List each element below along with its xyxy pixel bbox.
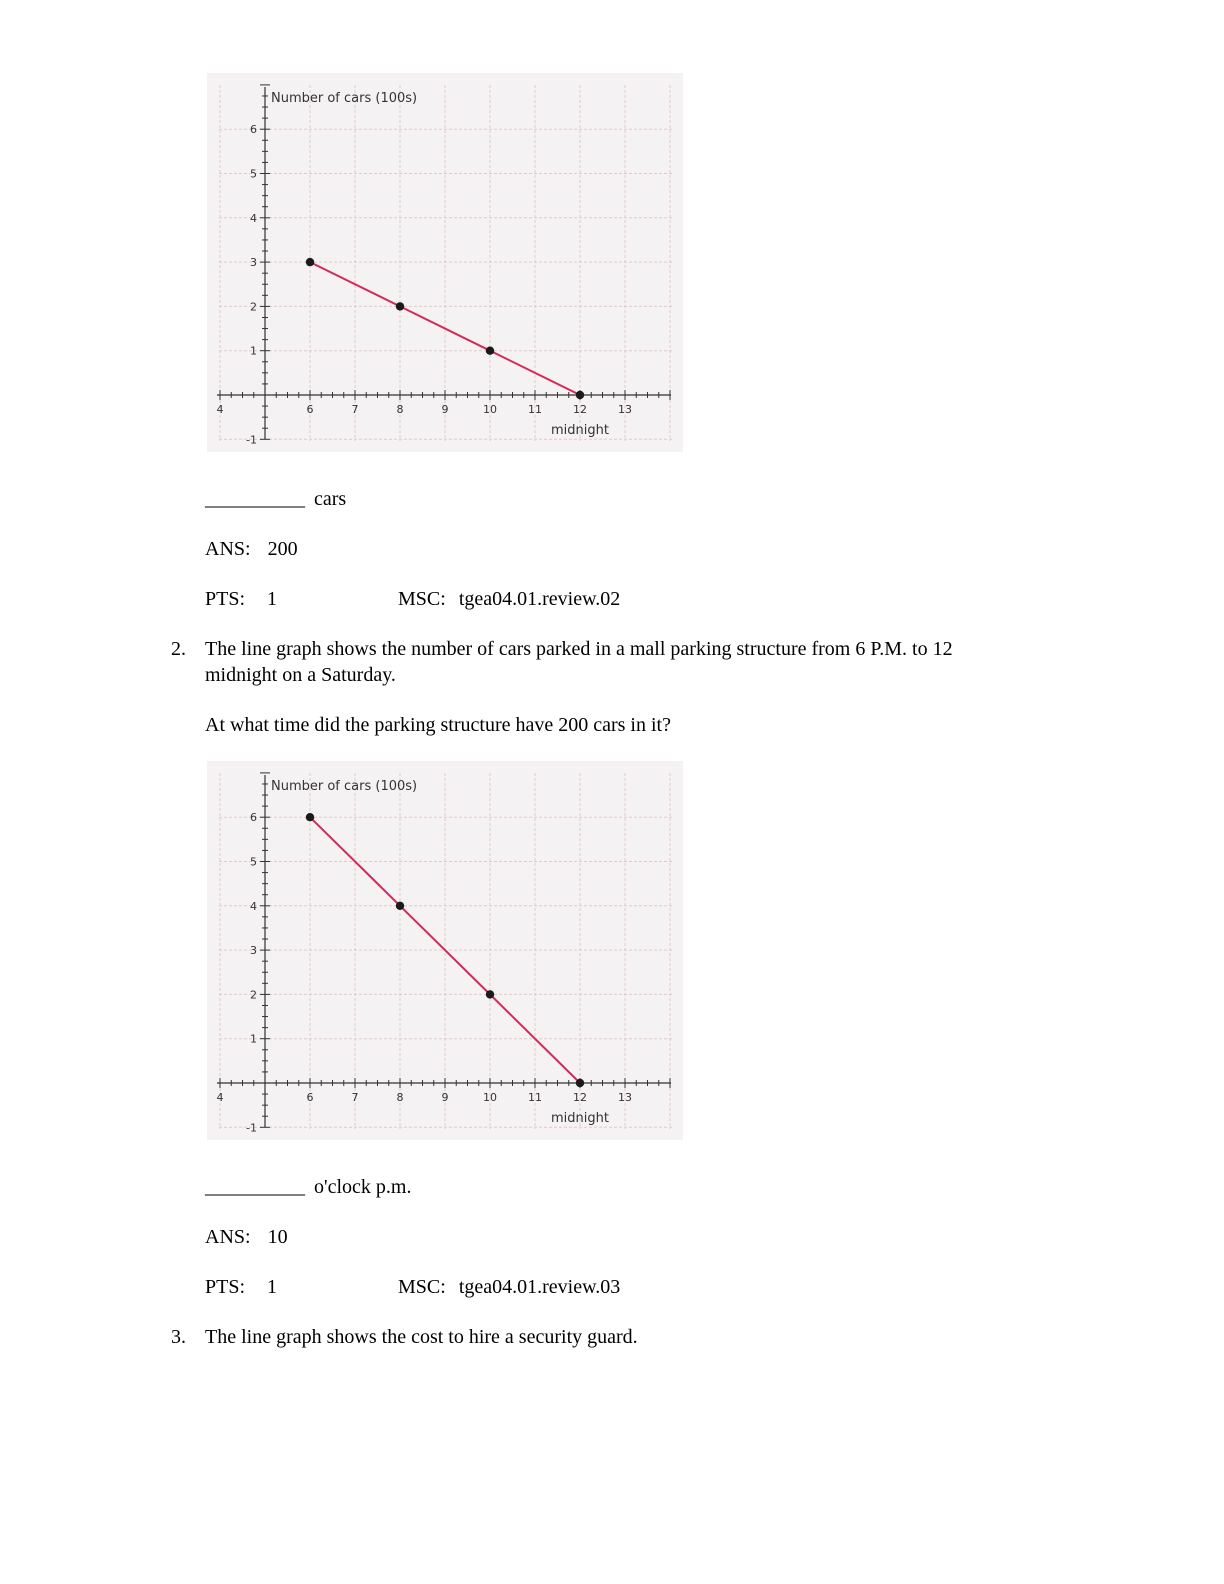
- q2-answer-blank[interactable]: [205, 1174, 411, 1200]
- q2-text-line-2: midnight on a Saturday.: [205, 664, 396, 686]
- x-tick-label: 8: [396, 1091, 404, 1104]
- x-tick-label: 4: [216, 1091, 224, 1104]
- q3-number: 3.: [171, 1326, 186, 1348]
- q2-answer: [205, 1224, 288, 1250]
- chart-2: [207, 761, 683, 1140]
- q2-ans-label: ANS:: [205, 1226, 251, 1248]
- data-point: [576, 391, 584, 399]
- x-tick-label: 9: [441, 1091, 449, 1104]
- q2-msc-value: tgea04.01.review.03: [458, 1276, 621, 1298]
- y-tick-label: 2: [250, 988, 257, 1002]
- q1-points: [205, 586, 277, 612]
- q2-number: 2.: [171, 638, 186, 660]
- data-point: [306, 813, 314, 821]
- q2-unit: o'clock p.m.: [314, 1176, 412, 1198]
- x-tick-label: 6: [306, 403, 314, 416]
- y-tick-label: 1: [250, 344, 257, 358]
- y-tick-label: 1: [250, 1032, 257, 1046]
- y-tick-label: 6: [250, 811, 257, 825]
- x-tick-label: 11: [528, 403, 542, 416]
- data-point: [486, 347, 494, 355]
- x-axis-title: midnight: [551, 1111, 609, 1126]
- q2-points: [205, 1274, 277, 1300]
- chart-1-svg: [207, 73, 683, 452]
- q1-ans-label: ANS:: [205, 538, 251, 560]
- q1-msc-value: tgea04.01.review.02: [458, 588, 621, 610]
- y-axis-title: Number of cars (100s): [271, 779, 418, 794]
- chart-2-svg: [207, 761, 683, 1140]
- x-tick-label: 13: [618, 403, 632, 416]
- y-tick-label: 3: [250, 256, 257, 270]
- q2-msc: [398, 1274, 620, 1300]
- q1-answer-blank[interactable]: [205, 486, 346, 512]
- x-tick-label: 4: [216, 403, 224, 416]
- x-tick-label: 6: [306, 1091, 314, 1104]
- y-tick-label: 5: [250, 855, 257, 869]
- y-tick-label: 4: [250, 211, 257, 225]
- y-tick-label: -1: [246, 1121, 257, 1135]
- q2-text-line-1: The line graph shows the number of cars parked in a mall parking structure from 6 P.M. to 12: [205, 638, 953, 660]
- q2-question: At what time did the parking structure have 200 cars in it?: [205, 714, 671, 736]
- data-point: [396, 302, 404, 310]
- x-tick-label: 9: [441, 403, 449, 416]
- q2-pts-value: 1: [267, 1276, 278, 1298]
- x-tick-label: 13: [618, 1091, 632, 1104]
- y-axis-title: Number of cars (100s): [271, 91, 418, 106]
- q2-ans-value: 10: [267, 1226, 288, 1248]
- gridlines: [216, 85, 673, 441]
- x-tick-label: 7: [351, 403, 359, 416]
- q1-msc-label: MSC:: [398, 588, 446, 610]
- x-tick-label: 12: [573, 403, 587, 416]
- q1-msc: [398, 586, 620, 612]
- q1-unit: cars: [314, 488, 347, 510]
- q1-answer: [205, 536, 298, 562]
- y-tick-label: 5: [250, 167, 257, 181]
- data-point: [486, 990, 494, 998]
- y-tick-label: 3: [250, 944, 257, 958]
- y-tick-label: -1: [246, 433, 257, 447]
- x-tick-label: 12: [573, 1091, 587, 1104]
- q3-text: The line graph shows the cost to hire a security guard.: [205, 1326, 638, 1348]
- x-tick-label: 8: [396, 403, 404, 416]
- x-tick-label: 10: [483, 1091, 497, 1104]
- chart-1: [207, 73, 683, 452]
- q1-ans-value: 200: [267, 538, 298, 560]
- x-tick-label: 10: [483, 403, 497, 416]
- q1-blank[interactable]: __________: [205, 488, 305, 510]
- q1-pts-label: PTS:: [205, 588, 246, 610]
- x-tick-label: 7: [351, 1091, 359, 1104]
- q2-blank[interactable]: __________: [205, 1176, 305, 1198]
- y-tick-label: 6: [250, 123, 257, 137]
- x-axis-title: midnight: [551, 423, 609, 438]
- y-tick-label: 2: [250, 300, 257, 314]
- data-point: [306, 258, 314, 266]
- x-tick-label: 11: [528, 1091, 542, 1104]
- y-tick-label: 4: [250, 899, 257, 913]
- data-point: [396, 902, 404, 910]
- q2-msc-label: MSC:: [398, 1276, 446, 1298]
- q1-pts-value: 1: [267, 588, 278, 610]
- data-point: [576, 1079, 584, 1087]
- q2-pts-label: PTS:: [205, 1276, 246, 1298]
